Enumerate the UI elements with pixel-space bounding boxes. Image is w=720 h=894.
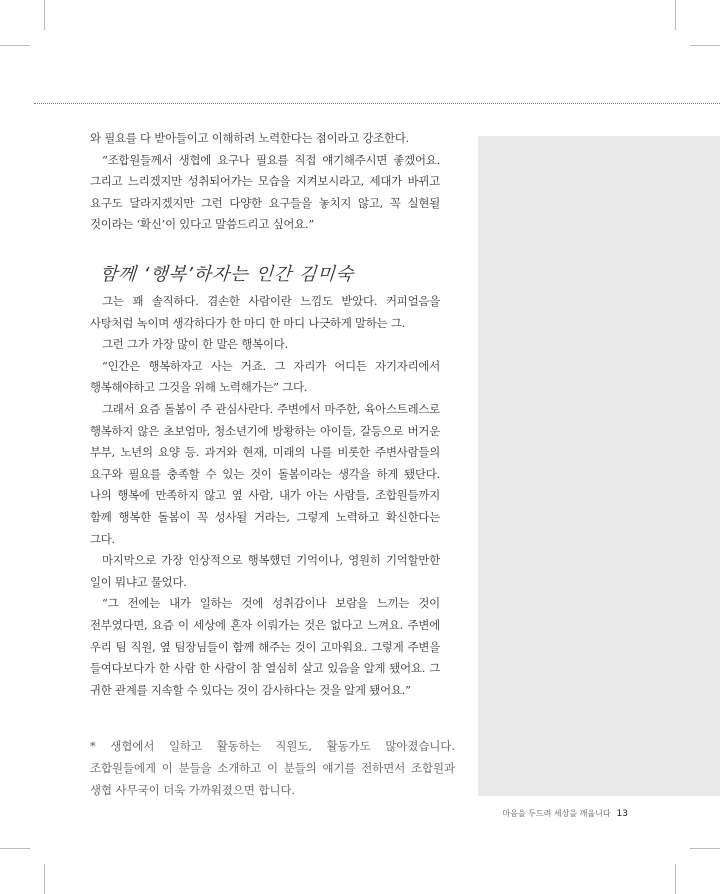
page-footer xyxy=(502,808,628,819)
paragraph: 그는 꽤 솔직하다. 겸손한 사람이란 느낌도 받았다. 커피얼음을 사탕처럼 녹이며 생각하다가 한 마디 한 마디 나긋하게 말하는 그. xyxy=(90,294,440,330)
crop-mark xyxy=(44,864,45,894)
page-number: 13 xyxy=(616,809,628,819)
crop-mark xyxy=(675,0,676,30)
paragraph: 마지막으로 가장 인상적으로 행복했던 기억이나, 영원히 기억할만한 일이 뭐냐고 물었다. xyxy=(90,553,440,589)
paragraph: 그런 그가 가장 많이 한 말은 행복이다. xyxy=(102,337,288,352)
section-heading: 함께 ‘행복’하자는 인간 김미숙 xyxy=(99,264,355,285)
running-title: 마음을 두드려 세상을 깨웁니다 xyxy=(502,809,611,818)
paragraph: “인간은 행복하자고 사는 거죠. 그 자리가 어디든 자기자리에서 행복해야하고 그것을 위해 노력해가는” 그다. xyxy=(90,358,440,395)
header-dotted-rule xyxy=(34,103,720,104)
paragraph: 그래서 요즘 돌봄이 주 관심사란다. 주변에서 마주한, 육아스트레스로 행복하지 않은 초보엄마, 청소년기에 방황하는 아이들, 갈등으로 버거운 부부, 노년의 요양 등. 과거와 현재, 미래의 나를 비롯한 주변사람들의 요구와 필요를 충족할 수 있는 것이 돌봄이라는 생각을 하게 됐단다. 나의 행복에 만족하지 않고 옆 사람, 내가 아는 사람들, 조합원들까지 함께 행복한 돌봄이 꼭 성사될 거라는, 그렇게 노력하고 확신한다는 그다. xyxy=(90,401,440,546)
crop-mark xyxy=(0,45,30,46)
paragraph: “조합원들께서 생협에 요구나 필요를 직접 얘기해주시면 좋겠어요. 그리고 느리겠지만 성취되어가는 모습을 지켜보시라고, 세대가 바뀌고 요구도 달라지겠지만 그런 다양한 요구들을 놓치지 않고, 꼭 실현될 것이라는 ‘확신’이 있다고 말씀드리고 싶어요.” xyxy=(90,152,440,232)
paragraph: 와 필요를 다 받아들이고 이해하려 노력한다는 점이라고 강조한다. xyxy=(90,131,410,145)
footnote xyxy=(90,735,455,801)
crop-mark xyxy=(675,864,676,894)
footnote-text: * 생협에서 일하고 활동하는 직원도, 활동가도 많아졌습니다. 조합원들에게 이 분들을 소개하고 이 분들의 얘기를 전하면서 조합원과 생협 사무국이 더욱 가까워졌으면 합니다. xyxy=(90,739,455,797)
crop-mark xyxy=(44,0,45,30)
crop-mark xyxy=(0,848,30,849)
crop-mark xyxy=(690,848,720,849)
paragraph: “그 전에는 내가 일하는 것에 성취감이나 보람을 느끼는 것이 전부였다면, 요즘 이 세상에 혼자 이뤄가는 것은 없다고 느껴요. 주변에 우리 팀 직원, 옆 팀장님들이 함께 해주는 것이 고마워요. 그렇게 주변을 들여다보다가 한 사람 한 사람이 참 열심히 살고 있음을 알게 됐어요. 그 귀한 관계를 지속할 수 있다는 것이 감사하다는 것을 알게 됐어요.” xyxy=(90,596,440,697)
side-gray-panel xyxy=(478,136,720,796)
article-text-top xyxy=(90,128,440,236)
crop-mark xyxy=(690,45,720,46)
article-text-main xyxy=(90,291,440,701)
